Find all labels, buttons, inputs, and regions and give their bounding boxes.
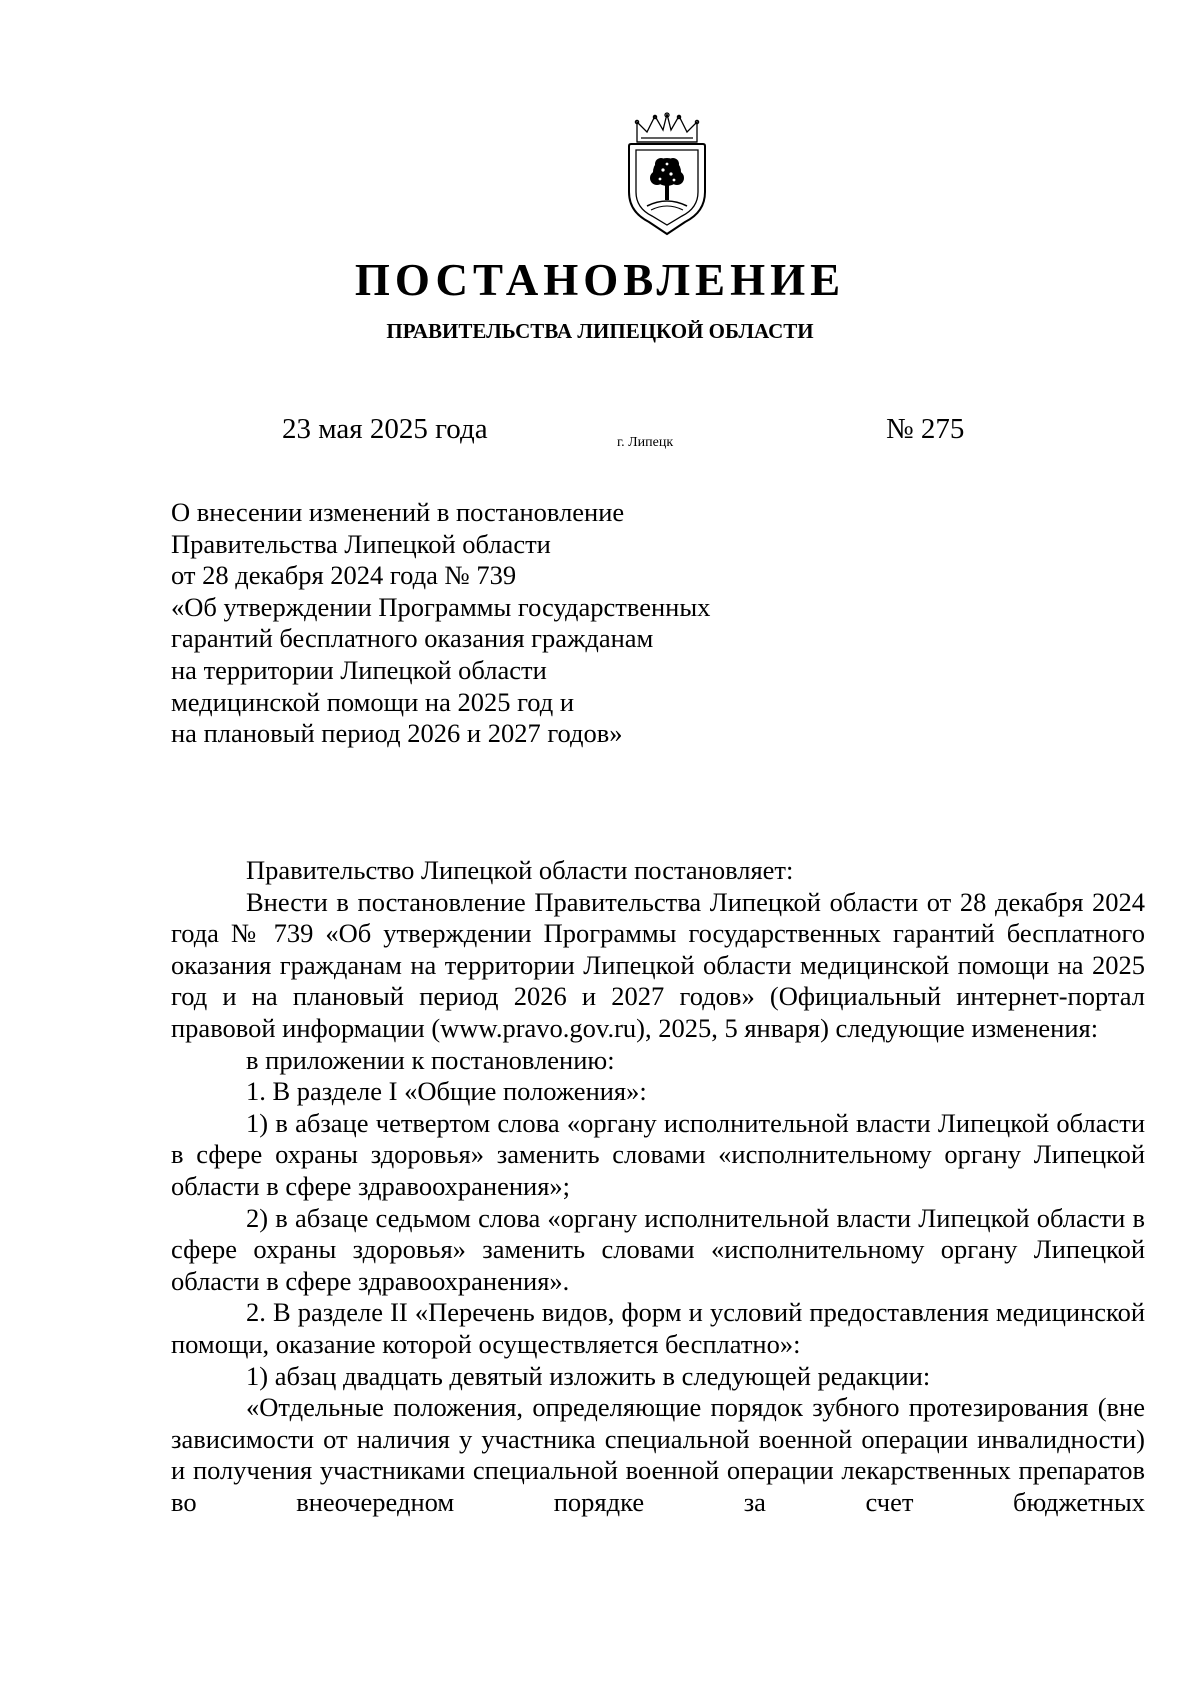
heading-line: О внесении изменений в постановление <box>171 497 625 527</box>
document-date: 23 мая 2025 года <box>282 413 488 445</box>
body-paragraph: 2) в абзаце седьмом слова «органу исполнительной власти Липецкой области в сфере охраны здоровья» заменить словами «исполнительному органу Липецкой области в сфере здравоохранения». <box>171 1202 1145 1296</box>
heading-line: на плановый период 2026 и 2027 годов» <box>171 718 623 749</box>
heading-line: «Об утверждении Программы государственных <box>171 591 711 622</box>
body-paragraph: «Отдельные положения, определяющие порядок зубного протезирования (вне зависимости от наличия у участника специальной военной операции инвалидности) и получения участниками специальной военной операции лекарственных препаратов во внеочередном порядке за счет бюджетных <box>171 1392 1145 1517</box>
body-paragraph: Внести в постановление Правительства Липецкой области от 28 декабря 2024 года № 739 «Об утверждении Программы государственных гарантий бесплатного оказания гражданам на территории Липецкой области медицинской помощи на 2025 год и на плановый период 2026 и 2027 годов» (Официальный интернет-портал правовой информации (www.pravo.gov.ru), 2025, 5 января) следующие изменения: <box>171 886 1145 1043</box>
heading-line: гарантий бесплатного оказания гражданам <box>171 623 654 654</box>
heading-line: медицинской помощи на 2025 год и <box>171 686 575 717</box>
document-heading <box>171 497 710 750</box>
body-paragraph: Правительство Липецкой области постановляет: <box>246 855 794 885</box>
document-subtitle: ПРАВИТЕЛЬСТВА ЛИПЕЦКОЙ ОБЛАСТИ <box>386 319 814 343</box>
document-number: № 275 <box>886 413 965 445</box>
heading-line: от 28 декабря 2024 года № 739 <box>171 560 517 591</box>
heading-line: Правительства Липецкой области <box>171 528 551 559</box>
coat-of-arms-icon <box>627 112 707 237</box>
body-paragraph: 1. В разделе I «Общие положения»: <box>246 1076 647 1107</box>
document-city: г. Липецк <box>617 435 674 450</box>
body-paragraph: 1) в абзаце четвертом слова «органу исполнительной власти Липецкой области в сфере охраны здоровья» заменить словами «исполнительному органу Липецкой области в сфере здравоохранения»; <box>171 1107 1145 1201</box>
body-paragraph: 2. В разделе II «Перечень видов, форм и условий предоставления медицинской помощи, оказание которой осуществляется бесплатно»: <box>171 1297 1145 1359</box>
body-paragraph: 1) абзац двадцать девятый изложить в следующей редакции: <box>246 1360 931 1391</box>
body-paragraph: в приложении к постановлению: <box>246 1044 615 1075</box>
heading-line: на территории Липецкой области <box>171 654 547 685</box>
document-body <box>171 855 1145 1518</box>
document-title: ПОСТАНОВЛЕНИЕ <box>354 255 846 305</box>
